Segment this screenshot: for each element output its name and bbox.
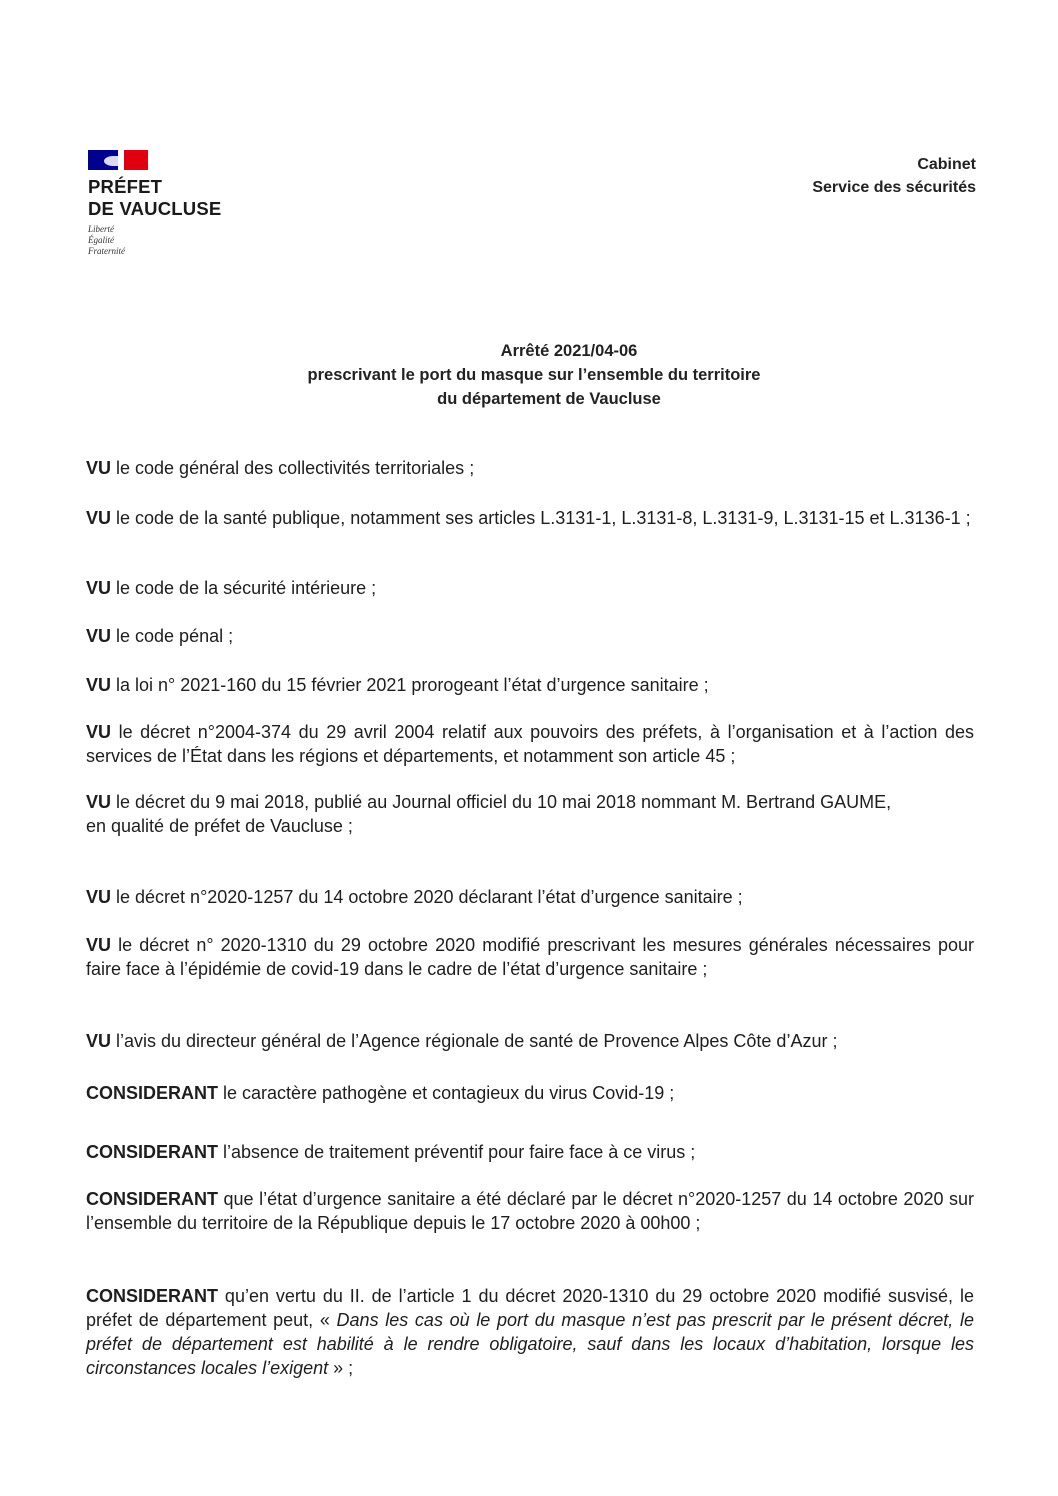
paragraph-vu-loi-2021-160 [86,673,974,697]
keyword: VU [86,508,112,528]
paragraph-text: le code général des collectivités territoriales ; [111,458,475,478]
paragraph-text: que l’état d’urgence sanitaire a été déclaré par le décret n°2020-1257 du 14 octobre 2020 sur l’ensemble du territoire de la République depuis le 17 octobre 2020 à 00h00 ; [86,1189,974,1233]
document-title [0,339,1058,411]
service-securites: Service des sécurités [812,179,976,196]
paragraph-text: le décret n° 2020-1310 du 29 octobre 2020 modifié prescrivant les mesures générales nécessaires pour faire face à l’épidémie de covid-19 dans le cadre de l’état d’urgence sanitaire ; [86,935,974,979]
paragraph-text: le code pénal ; [111,626,234,646]
prefecture-logo [88,150,268,257]
paragraph-vu-avis-ars [86,1029,974,1053]
paragraph-vu-csi [86,576,974,600]
keyword: VU [86,722,112,742]
paragraph-vu-decret-2004-374 [86,720,974,768]
logo-line-2: DE VAUCLUSE [88,198,222,219]
paragraph-text: l’absence de traitement préventif pour faire face à ce virus ; [218,1142,696,1162]
paragraph-text: la loi n° 2021-160 du 15 février 2021 prorogeant l’état d’urgence sanitaire ; [111,675,709,695]
keyword: CONSIDERANT [86,1189,219,1209]
paragraph-text: l’avis du directeur général de l’Agence régionale de santé de Provence Alpes Côte d’Azur ; [111,1031,838,1051]
marianne-flag-icon [88,150,148,170]
paragraph-vu-decret-2018 [86,790,1024,838]
republic-motto [88,224,268,257]
keyword: VU [86,1031,112,1051]
paragraph-vu-code-penal [86,624,974,648]
paragraph-text: le décret n°2004-374 du 29 avril 2004 relatif aux pouvoirs des préfets, à l’organisation et à l’action des services de l’État dans les régions et départements, et notamment son article 45 ; [86,722,974,766]
logo-line-1: PRÉFET [88,176,163,197]
paragraph-text: le code de la sécurité intérieure ; [111,578,377,598]
keyword: CONSIDERANT [86,1286,219,1306]
service-cabinet: Cabinet [917,156,976,173]
keyword: VU [86,792,112,812]
paragraph-text: le décret n°2020-1257 du 14 octobre 2020 déclarant l’état d’urgence sanitaire ; [111,887,743,907]
keyword: VU [86,887,112,907]
paragraph-text: qu’en vertu du II. de l’article 1 du décret 2020-1310 du 29 octobre 2020 modifié susvisé, le préfet de département peut, « [86,1286,974,1330]
keyword: VU [86,458,112,478]
paragraph-considerant-urgence [86,1187,974,1235]
motto-liberte: Liberté [88,224,114,234]
paragraph-text: le code de la santé publique, notamment ses articles L.3131-1, L.3131-8, L.3131-9, L.3131-15 et L.3136-1 ; [111,508,971,528]
quoted-text: Dans les cas où le port du masque n’est pas prescrit par le présent décret, le préfet de département est habilité à le rendre obligatoire, sauf dans les locaux d’habitation, lorsque les circonstances locales l’exigent [86,1310,974,1378]
paragraph-vu-cgct [86,456,974,480]
title-line-2: prescrivant le port du masque sur l’ensemble du territoire [307,366,761,384]
paragraph-considerant-traitement [86,1140,974,1164]
keyword: VU [86,626,112,646]
keyword: CONSIDERANT [86,1083,219,1103]
keyword: VU [86,935,112,955]
paragraph-vu-csp [86,506,974,530]
paragraph-text-continued: en qualité de préfet de Vaucluse ; [86,816,353,836]
motto-egalite: Égalité [88,235,114,245]
paragraph-considerant-masque [86,1284,974,1380]
keyword: VU [86,675,112,695]
paragraph-text: le décret du 9 mai 2018, publié au Journal officiel du 10 mai 2018 nommant M. Bertrand GAUME, [111,792,892,812]
title-line-3: du département de Vaucluse [437,390,661,408]
paragraph-text-tail: » ; [328,1358,354,1378]
service-header [812,153,976,199]
paragraph-text: le caractère pathogène et contagieux du virus Covid-19 ; [218,1083,675,1103]
paragraph-considerant-pathogene [86,1081,974,1105]
title-line-1: Arrêté 2021/04-06 [500,342,638,360]
keyword: VU [86,578,112,598]
keyword: CONSIDERANT [86,1142,219,1162]
paragraph-vu-decret-2020-1310 [86,933,974,981]
paragraph-vu-decret-2020-1257 [86,885,974,909]
motto-fraternite: Fraternité [88,246,125,256]
